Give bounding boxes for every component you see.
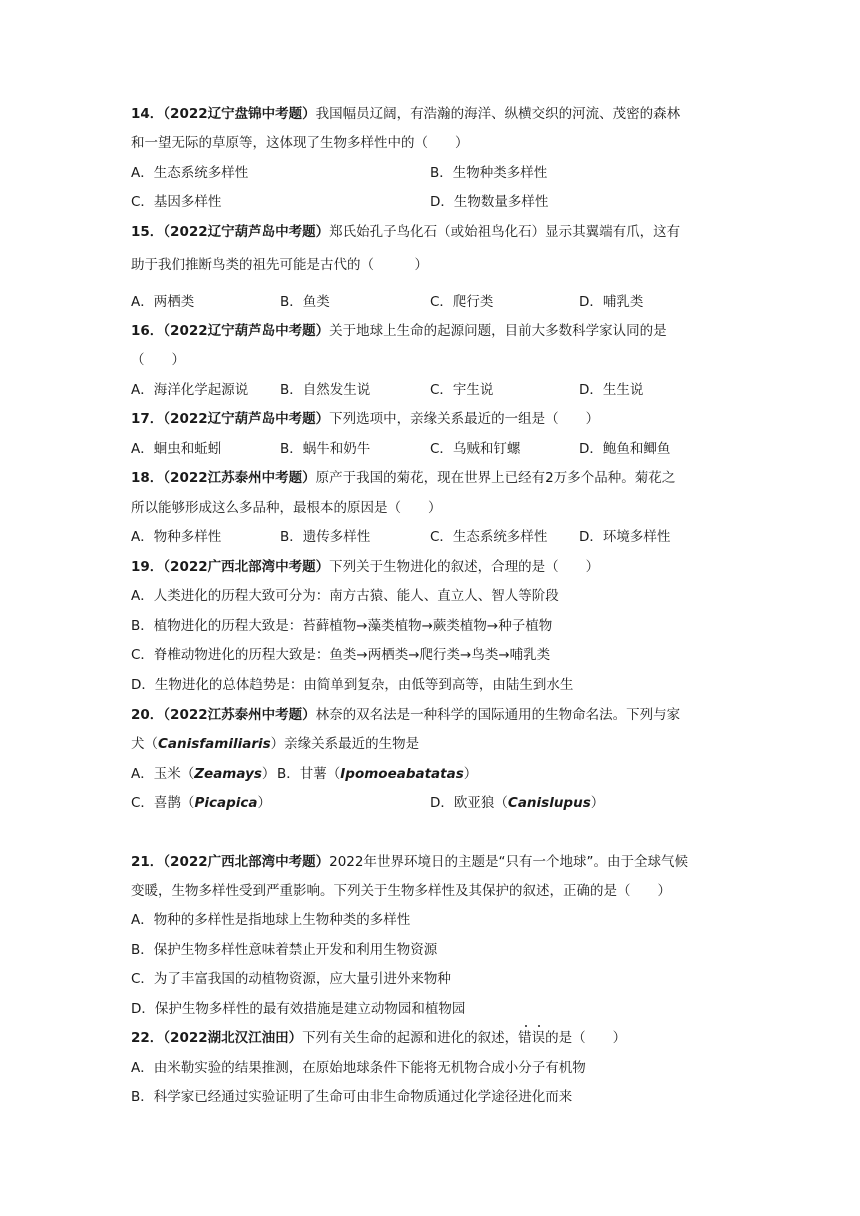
question-source: （2022江苏泰州中考题） bbox=[163, 470, 316, 486]
question-22-stem bbox=[131, 1028, 626, 1048]
option-c[interactable]: C．爬行类 bbox=[430, 294, 494, 310]
option-a[interactable]: A．海洋化学起源说 bbox=[131, 382, 249, 398]
question-20-line2 bbox=[131, 734, 419, 754]
option-c[interactable]: C．脊椎动物进化的历程大致是：鱼类→两栖类→爬行类→鸟类→哺乳类 bbox=[131, 647, 551, 663]
question-14-stem bbox=[131, 104, 680, 124]
option-b[interactable]: B．鱼类 bbox=[280, 294, 330, 310]
question-text: 林奈的双名法是一种科学的国际通用的生物命名法。下列与家 bbox=[315, 707, 681, 723]
question-source: （2022辽宁葫芦岛中考题） bbox=[163, 411, 330, 427]
option-d[interactable]: D．生物进化的总体趋势是：由简单到复杂，由低等到高等，由陆生到水生 bbox=[131, 677, 574, 693]
question-20-stem bbox=[131, 705, 680, 725]
option-d[interactable]: D．哺乳类 bbox=[579, 294, 644, 310]
option-b[interactable]: B．植物进化的历程大致是：苔藓植物→藻类植物→蕨类植物→种子植物 bbox=[131, 618, 553, 634]
option-d[interactable] bbox=[430, 793, 604, 813]
latin-name: Picapica bbox=[194, 795, 258, 811]
option-a[interactable]: A．物种多样性 bbox=[131, 529, 222, 545]
question-text: 所以能够形成这么多品种，最根本的原因是（ ） bbox=[131, 500, 442, 516]
question-source: （2022辽宁盘锦中考题） bbox=[163, 106, 316, 122]
question-text: 变暖，生物多样性受到严重影响。下列关于生物多样性及其保护的叙述，正确的是（ ） bbox=[131, 883, 671, 899]
emphasis-dot bbox=[525, 1025, 527, 1027]
option-a[interactable]: A．人类进化的历程大致可分为：南方古猿、能人、直立人、智人等阶段 bbox=[131, 588, 559, 604]
option-c[interactable]: C．生态系统多样性 bbox=[430, 529, 548, 545]
option-a[interactable]: A．蛔虫和蚯蚓 bbox=[131, 441, 222, 457]
emphasis-char bbox=[532, 1030, 546, 1046]
question-text: （ ） bbox=[131, 352, 185, 368]
option-label: ） bbox=[590, 795, 605, 811]
question-number: 22． bbox=[131, 1030, 164, 1046]
question-15-stem bbox=[131, 222, 680, 242]
question-text: 下列关于生物进化的叙述，合理的是（ ） bbox=[329, 559, 600, 575]
question-text: 关于地球上生命的起源问题，目前大多数科学家认同的是 bbox=[329, 323, 667, 339]
emphasis-char bbox=[518, 1030, 532, 1046]
option-a[interactable]: A．两栖类 bbox=[131, 294, 195, 310]
option-b[interactable]: B．遗传多样性 bbox=[280, 529, 371, 545]
option-label: B．甘薯（ bbox=[277, 766, 341, 782]
question-source: （2022广西北部湾中考题） bbox=[163, 854, 330, 870]
option-b[interactable]: B．保护生物多样性意味着禁止开发和利用生物资源 bbox=[131, 942, 438, 958]
option-a[interactable]: A．物种的多样性是指地球上生物种类的多样性 bbox=[131, 912, 411, 928]
question-text: 原产于我国的菊花，现在世界上已经有2万多个品种。菊花之 bbox=[315, 470, 676, 486]
option-d[interactable]: D．鲍鱼和鲫鱼 bbox=[579, 441, 671, 457]
option-b[interactable]: B．蜗牛和奶牛 bbox=[280, 441, 371, 457]
question-source: （2022湖北汉江油田） bbox=[163, 1030, 303, 1046]
latin-name: Canisfamiliaris bbox=[158, 736, 271, 752]
latin-name: Zeamays bbox=[194, 766, 262, 782]
question-16-stem bbox=[131, 321, 667, 341]
question-text: 和一望无际的草原等，这体现了生物多样性中的（ ） bbox=[131, 135, 469, 151]
text: ）亲缘关系最近的生物是 bbox=[270, 736, 420, 752]
latin-name: Canislupus bbox=[507, 795, 591, 811]
option-c[interactable] bbox=[131, 793, 271, 813]
question-number: 21． bbox=[131, 854, 164, 870]
question-source: （2022辽宁葫芦岛中考题） bbox=[163, 224, 330, 240]
question-21-stem bbox=[131, 852, 688, 872]
question-number: 19． bbox=[131, 559, 164, 575]
option-b[interactable]: B．科学家已经通过实验证明了生命可由非生命物质通过化学途径进化而来 bbox=[131, 1089, 573, 1105]
text: 犬（ bbox=[131, 736, 158, 752]
question-source: （2022江苏泰州中考题） bbox=[163, 707, 316, 723]
question-text: 下列选项中，亲缘关系最近的一组是（ ） bbox=[329, 411, 600, 427]
option-label: C．喜鹊（ bbox=[131, 795, 195, 811]
option-c[interactable]: C．基因多样性 bbox=[131, 194, 222, 210]
question-source: （2022广西北部湾中考题） bbox=[163, 559, 330, 575]
option-d[interactable]: D．生物数量多样性 bbox=[430, 194, 549, 210]
question-text: 2022年世界环境日的主题是“只有一个地球”。由于全球气候 bbox=[329, 854, 688, 870]
option-label: D．欧亚狼（ bbox=[430, 795, 508, 811]
option-b[interactable]: B．自然发生说 bbox=[280, 382, 371, 398]
option-label: ） bbox=[257, 795, 271, 811]
option-a[interactable]: A．由米勒实验的结果推测，在原始地球条件下能将无机物合成小分子有机物 bbox=[131, 1060, 586, 1076]
question-19-stem bbox=[131, 557, 599, 577]
option-d[interactable]: D．生生说 bbox=[579, 382, 644, 398]
question-number: 14． bbox=[131, 106, 164, 122]
text: 误 bbox=[531, 1030, 546, 1046]
question-source: （2022辽宁葫芦岛中考题） bbox=[163, 323, 330, 339]
question-text: 助于我们推断鸟类的祖先可能是古代的（ ） bbox=[131, 257, 428, 273]
option-label: A．玉米（ bbox=[131, 766, 195, 782]
option-b[interactable]: B．生物种类多样性 bbox=[430, 165, 548, 181]
option-label: ） bbox=[261, 766, 276, 782]
option-c[interactable]: C．宇生说 bbox=[430, 382, 494, 398]
option-d[interactable]: D．保护生物多样性的最有效措施是建立动物园和植物园 bbox=[131, 1001, 466, 1017]
option-a[interactable] bbox=[131, 764, 275, 784]
question-text: 的是（ ） bbox=[545, 1030, 627, 1046]
question-number: 16． bbox=[131, 323, 164, 339]
question-text: 下列有关生命的起源和进化的叙述， bbox=[302, 1030, 519, 1046]
question-18-stem bbox=[131, 468, 675, 488]
question-17-stem bbox=[131, 409, 599, 429]
option-b[interactable] bbox=[277, 764, 477, 784]
emphasis-dot bbox=[538, 1025, 540, 1027]
question-text: 郑氏始孔子鸟化石（或始祖鸟化石）显示其翼端有爪，这有 bbox=[329, 224, 681, 240]
option-c[interactable]: C．为了丰富我国的动植物资源，应大量引进外来物种 bbox=[131, 971, 451, 987]
text: 错 bbox=[518, 1030, 532, 1046]
option-label: ） bbox=[463, 766, 478, 782]
option-d[interactable]: D．环境多样性 bbox=[579, 529, 671, 545]
question-number: 18． bbox=[131, 470, 164, 486]
option-a[interactable]: A．生态系统多样性 bbox=[131, 165, 249, 181]
question-number: 20． bbox=[131, 707, 164, 723]
question-text: 我国幅员辽阔，有浩瀚的海洋、纵横交织的河流、茂密的森林 bbox=[315, 106, 681, 122]
latin-name: Ipomoeabatatas bbox=[340, 766, 464, 782]
question-number: 15． bbox=[131, 224, 164, 240]
option-c[interactable]: C．乌贼和钉螺 bbox=[430, 441, 521, 457]
question-number: 17． bbox=[131, 411, 164, 427]
